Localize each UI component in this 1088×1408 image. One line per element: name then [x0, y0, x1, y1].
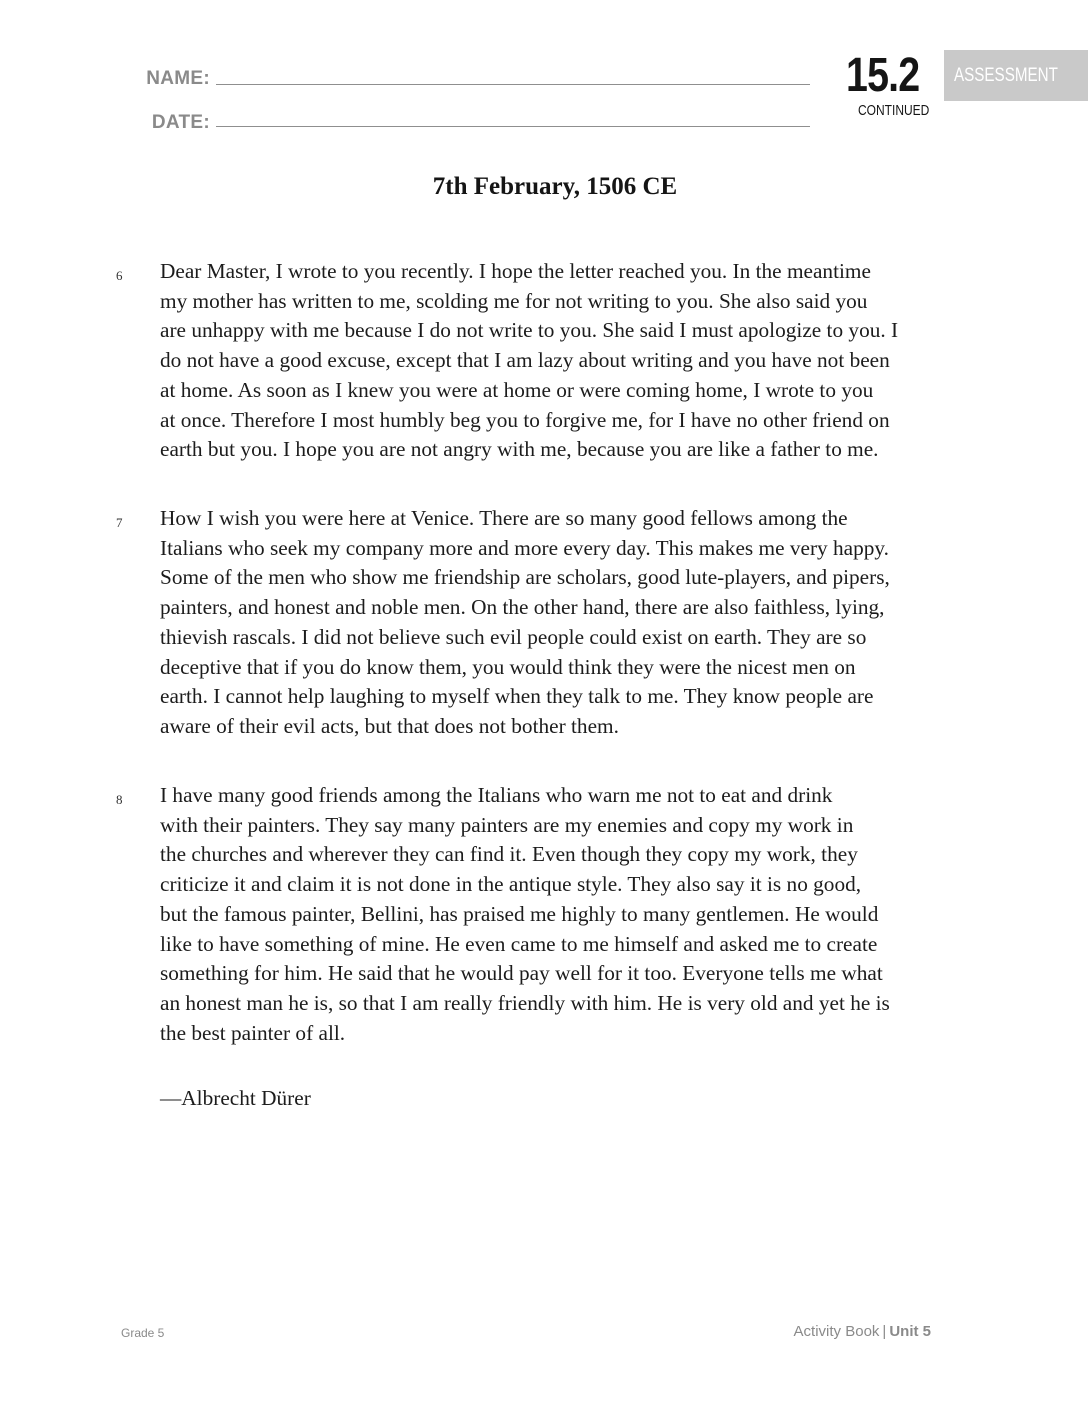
date-line[interactable]: [216, 126, 810, 127]
paragraph-line: like to have something of mine. He even came to me himself and asked me to create: [160, 931, 878, 956]
paragraph-line: I have many good friends among the Italians who warn me not to eat and drink: [160, 783, 833, 807]
paragraph-line: thievish rascals. I did not believe such evil people could exist on earth. They are so: [160, 624, 867, 649]
paragraph-line: something for him. He said that he would pay well for it too. Everyone tells me what: [160, 961, 883, 986]
paragraph-line: Some of the men who show me friendship are scholars, good lute-players, and pipers,: [160, 565, 890, 590]
name-line[interactable]: [216, 84, 810, 85]
paragraph-line: an honest man he is, so that I am really friendly with him. He is very old and yet he is: [160, 990, 890, 1015]
paragraph-number: 8: [116, 792, 123, 807]
paragraph-line: Italians who seek my company more and more every day. This makes me very happy.: [160, 535, 890, 560]
footer-book: Activity Book: [793, 1323, 880, 1340]
assessment-label: ASSESSMENT: [954, 65, 1058, 86]
paragraph-line: do not have a good excuse, except that I am lazy about writing and you have not been: [160, 348, 890, 373]
signature: —Albrecht Dürer: [160, 1086, 311, 1110]
assessment-tab: [944, 50, 1088, 101]
paragraph-number: 6: [116, 268, 123, 283]
paragraph-line: the churches and wherever they can find it. Even though they copy my work, they: [160, 842, 858, 867]
footer-separator: |: [882, 1323, 887, 1340]
paragraph-line: Dear Master, I wrote to you recently. I hope the letter reached you. In the meantime: [160, 259, 871, 283]
paragraph-line: at home. As soon as I knew you were at home or were coming home, I wrote to you: [160, 377, 874, 402]
paragraph-line: earth but you. I hope you are not angry with me, because you are like a father to me.: [160, 437, 879, 462]
paragraph-line: but the famous painter, Bellini, has praised me highly to many gentlemen. He would: [160, 901, 879, 926]
paragraph-line: earth. I cannot help laughing to myself when they talk to me. They know people are: [160, 684, 874, 709]
paragraph-line: deceptive that if you do know them, you would think they were the nicest men on: [160, 654, 856, 679]
paragraph-line: criticize it and claim it is not done in the antique style. They also say it is no good,: [160, 872, 862, 897]
paragraph-number: 7: [116, 515, 123, 530]
letter-title: 7th February, 1506 CE: [432, 173, 678, 200]
name-label: NAME:: [146, 68, 210, 89]
date-label: DATE:: [151, 112, 210, 133]
footer-grade: Grade 5: [121, 1326, 165, 1340]
paragraph-line: are unhappy with me because I do not write to you. She said I must apologize to you. I: [160, 318, 899, 343]
paragraph-line: with their painters. They say many painters are my enemies and copy my work in: [160, 812, 854, 837]
paragraph-line: my mother has written to me, scolding me for not writing to you. She also said you: [160, 288, 868, 313]
footer-book-info: [794, 1323, 931, 1340]
paragraph-line: How I wish you were here at Venice. There are so many good fellows among the: [160, 506, 848, 530]
lesson-number: 15.2: [846, 49, 920, 102]
paragraph-line: aware of their evil acts, but that does not bother them.: [160, 713, 619, 738]
continued-label: CONTINUED: [858, 102, 930, 119]
paragraph-line: painters, and honest and noble men. On the other hand, there are also faithless, lying,: [160, 595, 885, 620]
paragraph-line: at once. Therefore I most humbly beg you to forgive me, for I have no other friend on: [160, 407, 890, 432]
footer-unit: Unit 5: [889, 1323, 931, 1340]
paragraph-line: the best painter of all.: [160, 1020, 346, 1045]
